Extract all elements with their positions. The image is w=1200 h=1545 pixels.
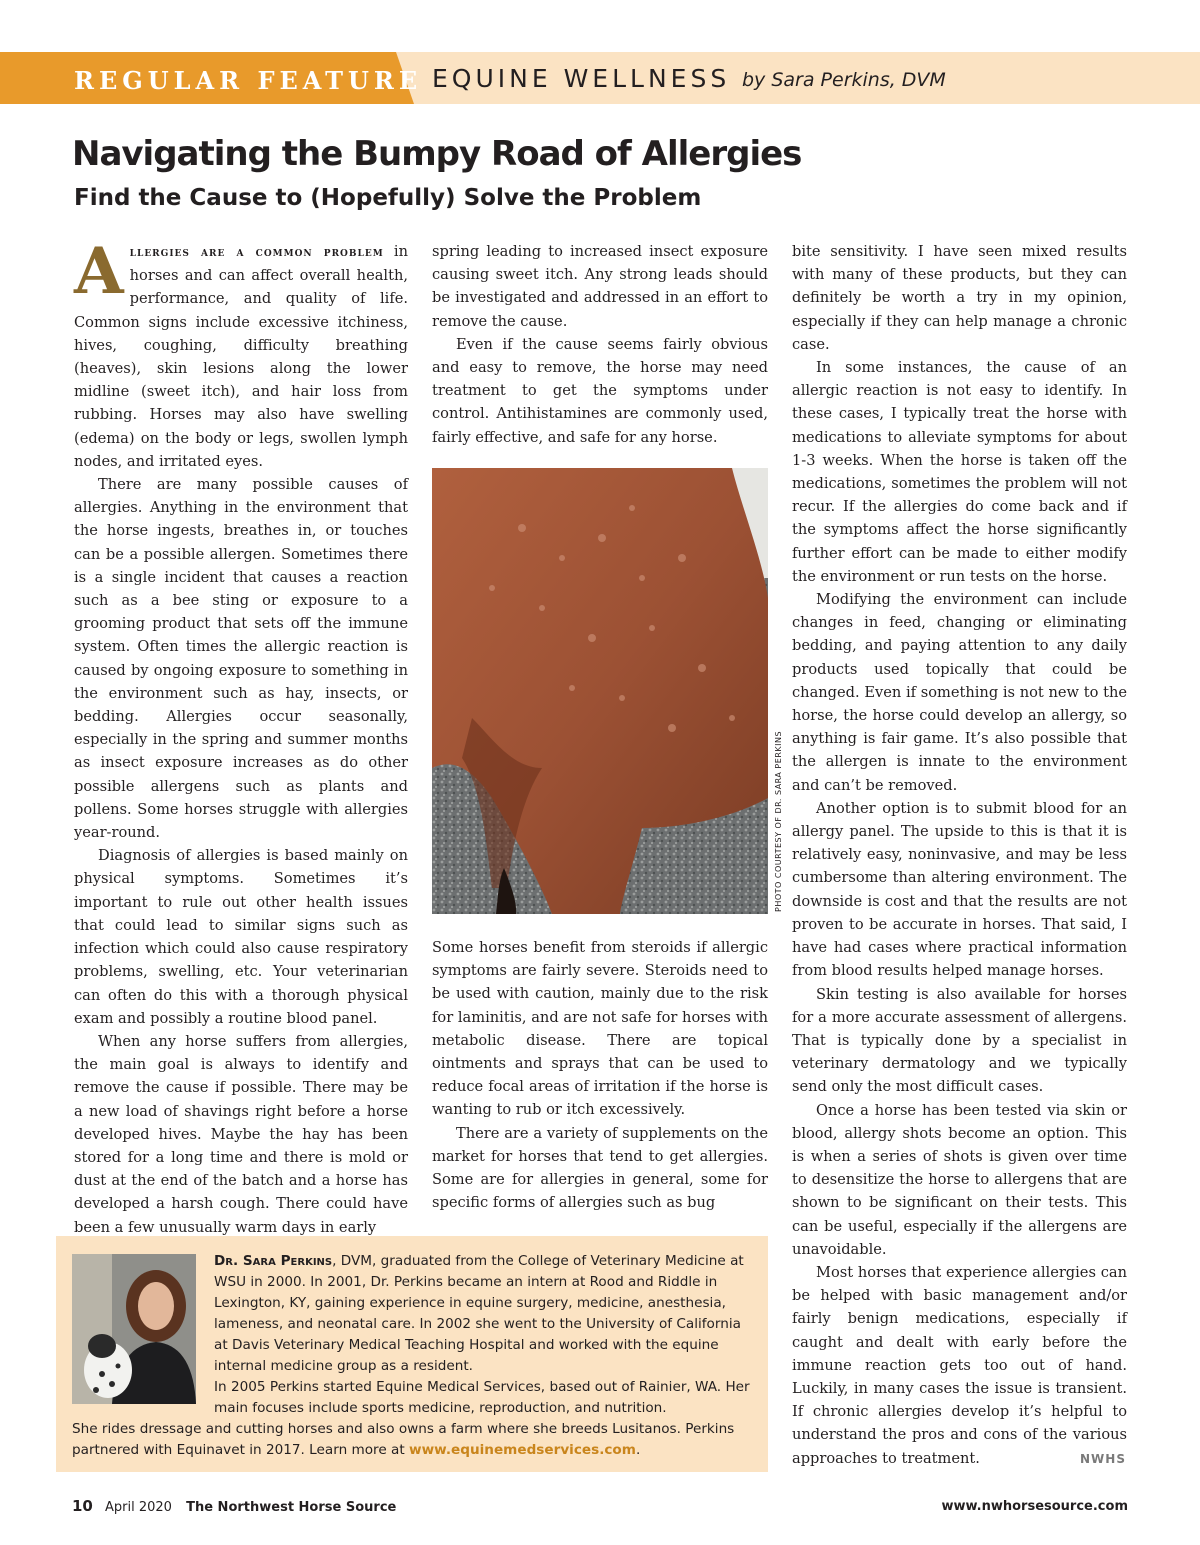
end-mark: NWHS [1080,1452,1126,1466]
photo-credit: PHOTO COURTESY OF DR. SARA PERKINS [774,730,783,912]
article-subtitle: Find the Cause to (Hopefully) Solve the Problem [74,185,702,211]
paragraph: Most horses that experience allergies can be helped with basic management and/or fairly benign medications, especially if caught and dealt with early before the immune reaction gets too out of hand. Luckily, in many cases the issue is transient. If chronic allergies develop it’s helpful to understand the pros and cons of the various approaches to treatment. [792,1263,1127,1467]
paragraph: Diagnosis of allergies is based mainly on physical symptoms. Sometimes it’s important to rule out other health issues that could lead to similar signs such as infection which could also cause respiratory problems, swelling, etc. Your veterinarian can often do this with a thorough physical exam and possibly a routine blood panel. [74,847,408,1027]
article-column-2-top [432,240,768,450]
paragraph: Another option is to submit blood for an allergy panel. The upside to this is that it is relatively easy, noninvasive, and may be less cumbersome than altering environment. The downside is cost and that the results are not proven to be accurate in horses. That said, I have had cases where practical information from blood results helped manage horses. [792,799,1127,980]
page-number: 10 [72,1497,93,1515]
publication-name: The Northwest Horse Source [186,1500,397,1515]
paragraph: There are many possible causes of allergies. Anything in the environment that the horse ingests, breathes in, or touches can be a possible allergen. Sometimes there is a single incident that causes a reaction such as a bee sting or exposure to a grooming product that sets off the immune system. Often times the allergic reaction is caused by ongoing exposure to something in the environment such as hay, insects, or bedding. Allergies occur seasonally, especially in the spring and summer months as insect exposure increases as do other possible allergens such as plants and pollens. Some horses struggle with allergies year-round. [74,476,408,842]
paragraph: When any horse suffers from allergies, the main goal is always to identify and remove the cause if possible. There may be a new load of shavings right before a horse developed hives. Maybe the hay has been stored for a long time and there is mold or dust at the end of the batch and a horse has developed a harsh cough. There could have been a few unusually warm days in early [74,1032,408,1236]
article-column-2-bottom [432,936,768,1218]
bio-paragraph-2a: In 2005 Perkins started Equine Medical Services, based out of Rainier, WA. Her main focuses include sports medicine, reproduction, and nutrition. [214,1379,750,1416]
author-website-link[interactable]: www.equinemedservices.com [409,1442,636,1458]
paragraph: Once a horse has been tested via skin or blood, allergy shots become an option. This is when a series of shots is given over time to desensitize the horse to allergens that are shown to be significant on their tests. This can be useful, especially if the allergens are unavoidable. [792,1101,1127,1258]
paragraph: bite sensitivity. I have seen mixed results with many of these products, but they can definitely be worth a try in my opinion, especially if they can help manage a chronic case. [792,243,1127,353]
issue-date: April 2020 [105,1500,172,1515]
horse-photo-illustration [432,468,768,914]
horse-hives-photo [432,468,768,914]
byline: by Sara Perkins, DVM [742,69,946,91]
paragraph: There are a variety of supplements on the market for horses that tend to get allergies. Some are for allergies in general, some for specific forms of allergies such as bug [432,1124,768,1212]
article-title: Navigating the Bumpy Road of Allergies [72,134,802,174]
section-name: EQUINE WELLNESS [432,64,731,93]
article-column-1 [74,234,408,1236]
drop-cap: A [74,234,124,309]
paragraph: spring leading to increased insect exposure causing sweet itch. Any strong leads should be investigated and addressed in an effort to remove the cause. [432,243,768,330]
bio-paragraph-1: Dr. Sara Perkins, DVM, graduated from the College of Veterinary Medicine at WSU in 2000. In 2001, Dr. Perkins became an intern at Rood and Riddle in Lexington, KY, gaining experience in equine surgery, medicine, anesthesia, lameness, and neonatal care. In 2002 she went to the University of California at Davis Veterinary Medical Teaching Hospital and worked with the equine internal medicine group as a resident. [214,1253,744,1374]
paragraph: Skin testing is also available for horses for a more accurate assessment of allergens. That is typically done by a specialist in veterinary dermatology and we typically send only the most difficult cases. [792,985,1127,1096]
regular-feature-label: REGULAR FEATURE [74,66,423,95]
paragraph: Modifying the environment can include changes in feed, changing or eliminating bedding, and paying attention to any daily products used topically that could be changed. Even if something is not new to the horse, the horse could develop an allergy, so anything is fair game. It’s also possible that the allergen is innate to the environment and can’t be removed. [792,591,1127,794]
bio-paragraph-2b: She rides dressage and cutting horses and also owns a farm where she breeds Lusitanos. Perkins partnered with Equinavet in 2017. Learn more at www.equinemedservices.com. [72,1421,735,1458]
paragraph: Some horses benefit from steroids if allergic symptoms are fairly severe. Steroids need to be used with caution, mainly due to the risk for laminitis, and are not safe for horses with metabolic disease. There are topical ointments and sprays that can be used to reduce focal areas of irritation if the horse is wanting to rub or itch excessively. [432,939,768,1119]
paragraph: Allergies are a common problem in horses and can affect overall health, performance, and quality of life. Common signs include excessive itchiness, hives, coughing, difficulty breathing (heaves), skin lesions along the lower midline (sweet itch), and hair loss from rubbing. Horses may also have swelling (edema) on the body or legs, swollen lymph nodes, and irritated eyes. [74,234,408,470]
paragraph: Even if the cause seems fairly obvious and easy to remove, the horse may need treatment to get the symptoms under control. Antihistamines are commonly used, fairly effective, and safe for any horse. [432,335,768,446]
footer-url[interactable]: www.nwhorsesource.com [941,1499,1128,1514]
footer-left [72,1497,396,1515]
author-name: Dr. Sara Perkins [214,1253,333,1269]
article-column-3 [792,240,1127,1500]
author-bio [72,1251,752,1461]
lead-in: llergies are a common problem [129,245,384,260]
paragraph: In some instances, the cause of an allergic reaction is not easy to identify. In these cases, I typically treat the horse with medications to alleviate symptoms for about 1-3 weeks. When the horse is taken off the medications, sometimes the problem will not recur. If the allergies do come back and if the symptoms affect the horse significantly further effort can be made to either modify the environment or run tests on the horse. [792,359,1127,585]
